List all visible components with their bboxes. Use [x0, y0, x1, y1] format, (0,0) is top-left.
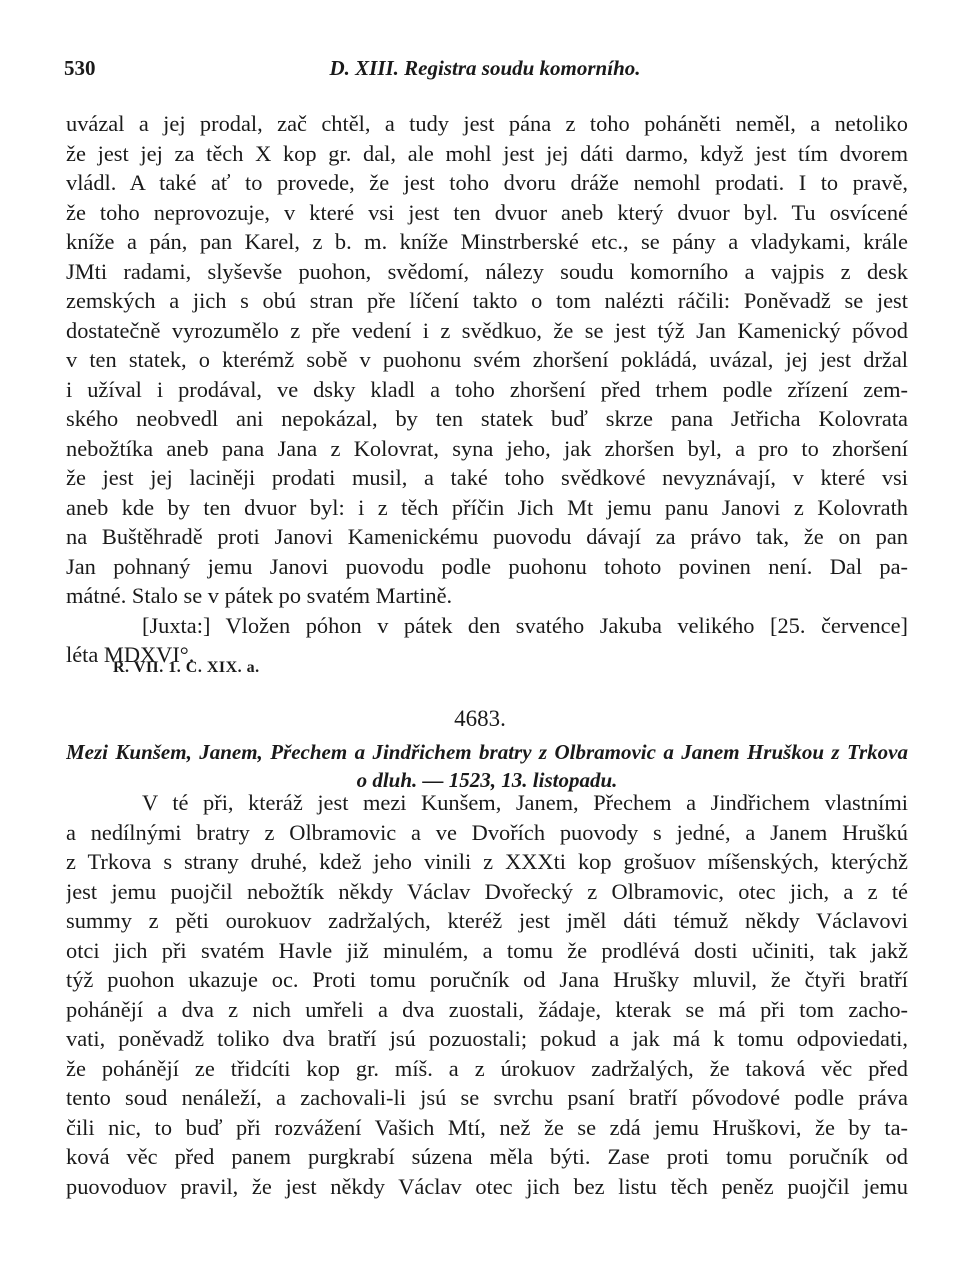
text-line: že pohánějí ze třidcíti kop gr. míš. a z úrokuov zadržalých, že taková věc před — [66, 1055, 908, 1081]
text-line: ková věc před panem purgkrabí súzena měla býti. Zase proti tomu poručník od — [66, 1144, 908, 1169]
document-heading — [66, 738, 908, 794]
heading-line: Mezi Kunšem, Janem, Přechem a Jindřichem bratry z Olbramovic a Janem Hruškou z Trkova — [66, 740, 908, 764]
text-line: na Buštěhradě proti Janovi Kamenickému puovodu dávají za právo tak, že on pan — [66, 524, 908, 549]
document-number: 4683. — [454, 706, 506, 731]
text-line: uvázal a jej prodal, zač chtěl, a tudy jest pána z toho poháněti neměl, a netoliko — [66, 111, 908, 136]
text-line: tento soud nenáleží, a zachovali-li jsú se svrchu psaní bratří pővodové podle práva — [66, 1085, 908, 1110]
previous-entry-text — [66, 109, 908, 670]
text-line: zemských a jich s obú stran pře líčení takto o tom nalézti ráčili: Poněvadž se jest — [66, 288, 908, 313]
text-line: že jest jej za těch X kop gr. dal, ale mohl jest jej dáti darmo, když jest tím dvorem — [66, 140, 908, 166]
heading-line: o dluh. — 1523, 13. listopadu. — [356, 768, 618, 792]
text-line: že jest jej laciněji prodati musil, a také toho svědkové nevyznávají, v které vsi — [66, 465, 908, 490]
running-title: D. XIII. Registra soudu komorního. — [329, 56, 641, 80]
text-line: v ten statek, o kterémž sobě v puohonu svém zhoršení pokládá, uvázal, jej jest držal — [66, 347, 908, 372]
entry-text — [66, 788, 908, 1201]
text-line: pohánějí a dva z nich umřeli a dva zuostali, žádaje, kterak se má při tom zacho- — [66, 996, 908, 1022]
text-line: aneb kde by ten dvuor byl: i z těch příčin Jich Mt jemu panu Janovi z Kolovrath — [66, 494, 908, 520]
text-line: JMti radami, slyševše puohon, svědomí, nálezy soudu komorního a vajpis z desk — [66, 258, 908, 284]
text-line: vládl. A také ať to provede, že jest toho dvoru dráže nemohl prodati. I to pravě, — [66, 170, 908, 195]
juxta-note-line: [Juxta:] Vložen póhon v pátek den svatého Jakuba velikého [25. července] — [142, 612, 908, 638]
text-line: čili nic, to buď při rozvážení Vašich Mtí, než že se zdá jemu Hruškovi, že by ta- — [66, 1114, 908, 1140]
running-head — [64, 56, 906, 88]
text-line: kníže a pán, pan Karel, z b. m. kníže Minstrberské etc., se pány a vladykami, krále — [66, 229, 908, 254]
juxta-note-line: léta MDXVI°. — [66, 642, 195, 667]
text-line: a nedílnými bratry z Olbramovic a ve Dvořích puovody s jedné, a Janem Hruškú — [66, 819, 908, 845]
text-line: summy z pěti ourokuov zadržalých, kteréž jest jměl dáti témuž někdy Václavovi — [66, 908, 908, 933]
text-line: vati, poněvadž toliko dva bratří jsú pozuostali; pokud a jak má k tomu odpoviedati, — [66, 1026, 908, 1051]
text-line: týž puohon ukazuje oc. Proti tomu poručník od Jana Hrušky mluvil, že čtyři bratří — [66, 967, 908, 992]
text-line: ského neobvedl ani nepokázal, by ten statek buď skrze pana Jetřicha Kolovrata — [66, 406, 908, 431]
archival-signature: R. VII. 1. C. XIX. a. — [113, 659, 260, 676]
text-line: dostatečně vyrozumělo z pře vedení i z svědkuo, že se jest týž Jan Kamenický pővod — [66, 317, 908, 343]
page-number: 530 — [64, 56, 96, 80]
text-line: z Trkova s strany druhé, kdež jeho vinili z XXXti kop grošuov míšenských, kterýchž — [66, 849, 908, 874]
text-line: že toho neprovozuje, v které vsi jest ten dvuor aneb který dvuor byl. Tu osvícené — [66, 199, 908, 225]
text-line: jest jemu puojčil nebožtík někdy Václav Dvořecký z Olbramovic, otec jich, a z té — [66, 878, 908, 904]
text-line: puovoduov pravil, že jest někdy Václav otec jich bez listu těch peněz puojčil jemu — [66, 1173, 908, 1199]
text-line: Jan pohnaný jemu Janovi puovodu podle puohonu tohoto povinen není. Dal pa- — [66, 553, 908, 579]
text-line: nebožtíka aneb pana Jana z Kolovrat, syna jeho, jak zhoršen byl, a pro to zhoršení — [66, 435, 908, 461]
text-line: mátné. Stalo se v pátek po svatém Martině. — [66, 583, 453, 608]
text-line: otci jich při svatém Havle již minulém, a tomu že prodlévá dosti učiniti, tak jakž — [66, 937, 908, 963]
text-line: i užíval i prodával, ve dsky kladl a toho zhoršení před trhem podle zřízení zem- — [66, 376, 908, 402]
text-line: V té při, kteráž jest mezi Kunšem, Janem, Přechem a Jindřichem vlastními — [142, 790, 908, 815]
